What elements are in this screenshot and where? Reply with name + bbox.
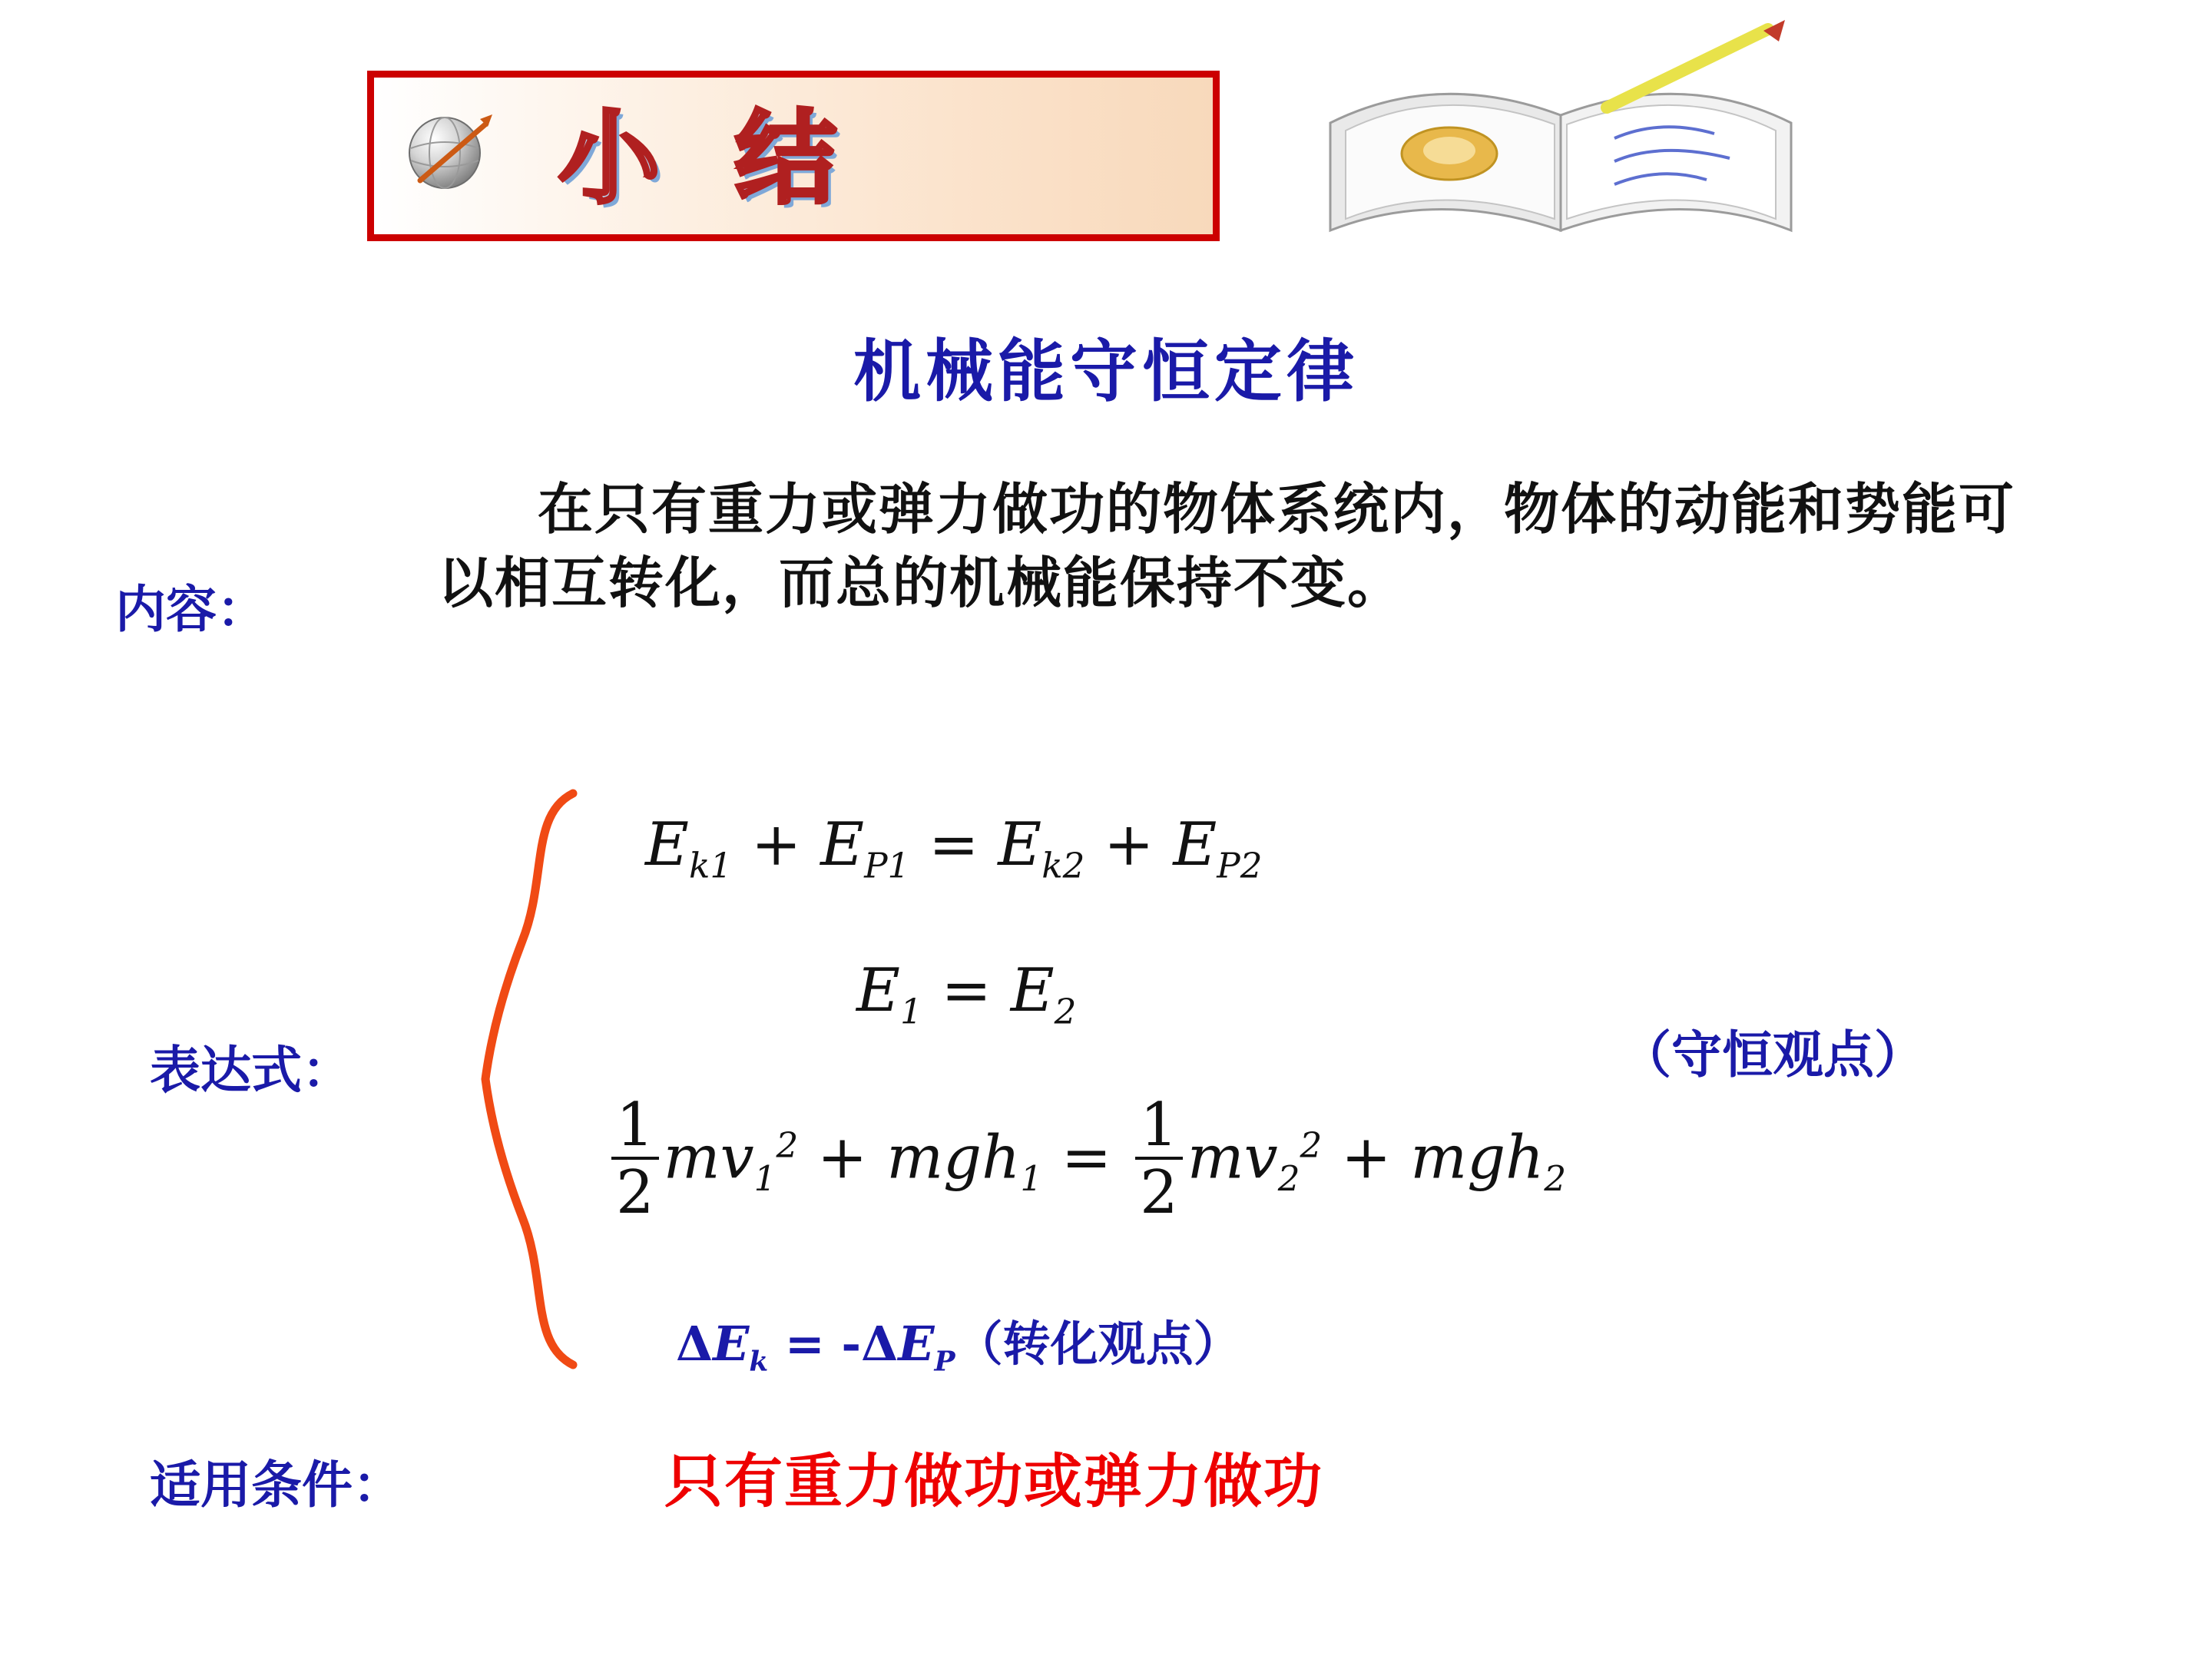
label-condition: 适用条件： xyxy=(150,1455,403,1515)
open-book-icon xyxy=(1284,0,1853,300)
transform-viewpoint-note: （转化观点） xyxy=(955,1316,1241,1372)
conservation-viewpoint-note: （守恒观点） xyxy=(1621,1025,1925,1084)
globe-sphere-icon xyxy=(400,110,500,202)
content-paragraph: 在只有重力或弹力做功的物体系统内，物体的动能和势能可以相互转化，而总的机械能保持不变。 xyxy=(438,477,2016,615)
formula-delta-transform: $\Delta E_k = -\Delta E_P$（转化观点） xyxy=(676,1316,1241,1378)
condition-value: 只有重力做功或弹力做功 xyxy=(664,1447,1323,1515)
page-title: 机械能守恒定律 xyxy=(853,332,1359,411)
formula-energy-sum: $E_{k1} + E_{P1} = E_{k2} + E_{P2}$ xyxy=(645,810,1263,886)
formula-expanded: $\frac{1}{2}$ $mv_1^2 + mgh_1$ = $\frac{1}{2}$ $mv_2^2 + mgh_2$ xyxy=(607,1098,1566,1226)
curly-brace-icon xyxy=(476,787,584,1371)
formula-energy-equal: $E_1 = E_2$ xyxy=(856,956,1077,1032)
label-content: 内容： xyxy=(115,580,267,639)
label-formula: 表达式： xyxy=(150,1041,353,1100)
summary-banner xyxy=(367,71,1220,241)
banner-title: 小 结 xyxy=(558,100,856,218)
